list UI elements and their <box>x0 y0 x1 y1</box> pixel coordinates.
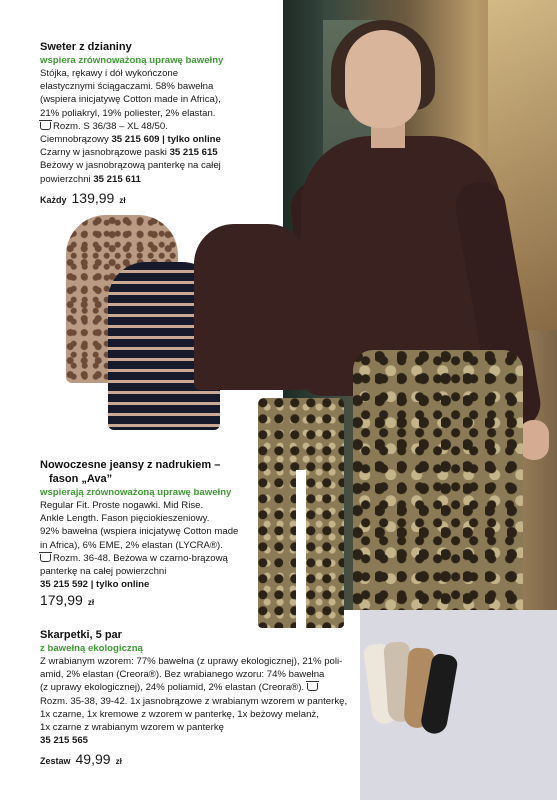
product-jeans <box>40 458 260 610</box>
sizes-line <box>40 552 260 565</box>
variant-line <box>40 173 285 186</box>
sizes-line <box>40 120 285 133</box>
desc-line: (wspiera inicjatywę Cotton made in Africa), <box>40 94 221 106</box>
sizes-text: Rozm. S 36/38 – XL 48/50. <box>53 120 168 132</box>
price-row <box>40 189 285 207</box>
photo-leopard-jeans <box>353 350 523 610</box>
article-number: 35 215 592 <box>40 579 89 591</box>
variant-line <box>40 578 260 591</box>
sweater-brown-image <box>194 224 308 390</box>
article-number: 35 215 615 <box>169 147 218 159</box>
online-only-note: | tylko online <box>162 134 221 146</box>
wash-30-icon <box>40 122 51 130</box>
desc-line: 92% bawełna (wspiera inicjatywę Cotton made <box>40 526 239 538</box>
article-number: 35 215 609 <box>111 134 160 146</box>
variant-name: Czarny w jasnobrązowe paski <box>40 147 167 159</box>
online-only-note: | tylko online <box>90 579 150 591</box>
product-title: Nowoczesne jeansy z nadrukiem – <box>40 459 221 471</box>
article-number: 35 215 611 <box>93 173 141 185</box>
price-currency: zł <box>119 195 126 205</box>
sustainability-tagline: wspiera zrównoważoną uprawę bawełny <box>40 55 224 66</box>
price-row <box>40 594 260 609</box>
product-sweater <box>40 40 285 207</box>
price-value: 139,99 <box>71 189 115 206</box>
wash-30-icon <box>40 554 51 562</box>
desc-line: Ankle Length. Fason pięciokieszeniowy. <box>40 513 210 525</box>
price-currency: zł <box>87 598 95 608</box>
desc-line: panterkę na całej powierzchni <box>40 566 167 578</box>
sustainability-tagline: z bawełną ekologiczną <box>40 643 143 654</box>
desc-line: Rozm. 35-38, 39-42. 1x jasnobrązowe z wrabianym wzorem w panterkę, <box>40 695 348 707</box>
product-title: fason „Ava” <box>49 473 113 485</box>
photo-hand <box>519 420 549 460</box>
desc-line: 21% poliakryl, 19% poliester, 2% elastan. <box>40 107 216 119</box>
desc-line: in Africa), 6% EME, 2% elastan (LYCRA®). <box>40 539 223 551</box>
article-number: 35 215 565 <box>40 735 89 747</box>
desc-line: Regular Fit. Proste nogawki. Mid Rise. <box>40 500 204 511</box>
variant-line <box>40 133 285 146</box>
variant-name: powierzchni <box>40 173 91 185</box>
desc-line: amid, 2% elastan (Creora®). Bez wrabianego wzoru: 74% bawełna <box>40 669 325 681</box>
desc-line: Z wrabianym wzorem: 77% bawełna (z uprawy ekologicznej), 21% poli- <box>40 656 343 667</box>
product-title: Skarpetki, 5 par <box>40 629 122 641</box>
price-currency: zł <box>115 757 122 767</box>
sustainability-tagline: wspierają zrównoważoną uprawę bawełny <box>40 487 232 498</box>
price-label: Każdy <box>40 194 67 205</box>
variant-line <box>40 146 285 159</box>
price-row <box>40 753 360 768</box>
desc-line: 1x czarne z wrabianym wzorem w panterkę <box>40 722 224 734</box>
jeans-leg-gap <box>296 470 306 628</box>
price-value: 179,99 <box>40 592 83 609</box>
price-label: Zestaw <box>40 756 71 767</box>
product-title: Sweter z dzianiny <box>40 41 132 53</box>
product-socks <box>40 628 360 769</box>
photo-face <box>345 30 421 128</box>
desc-line: elastycznymi ściągaczami. 58% bawełna <box>40 81 214 93</box>
wash-40-icon <box>307 683 318 691</box>
variant-name: Ciemnobrązowy <box>40 134 109 146</box>
desc-line <box>40 681 360 694</box>
socks-product-image <box>368 640 464 740</box>
desc-text: (z uprawy ekologicznej), 24% poliamid, 2% elastan (Creora®). <box>40 682 305 694</box>
desc-line: 1x czarne, 1x kremowe z wzorem w panterkę, 1x beżowy melanż, <box>40 708 319 720</box>
sizes-text: Rozm. 36-48. Beżowa w czarno-brązową <box>53 552 228 564</box>
desc-line: Stójka, rękawy i dół wykończone <box>40 68 179 79</box>
variant-line: Beżowy w jasnobrązową panterkę na całej <box>40 160 221 172</box>
price-value: 49,99 <box>75 751 111 768</box>
